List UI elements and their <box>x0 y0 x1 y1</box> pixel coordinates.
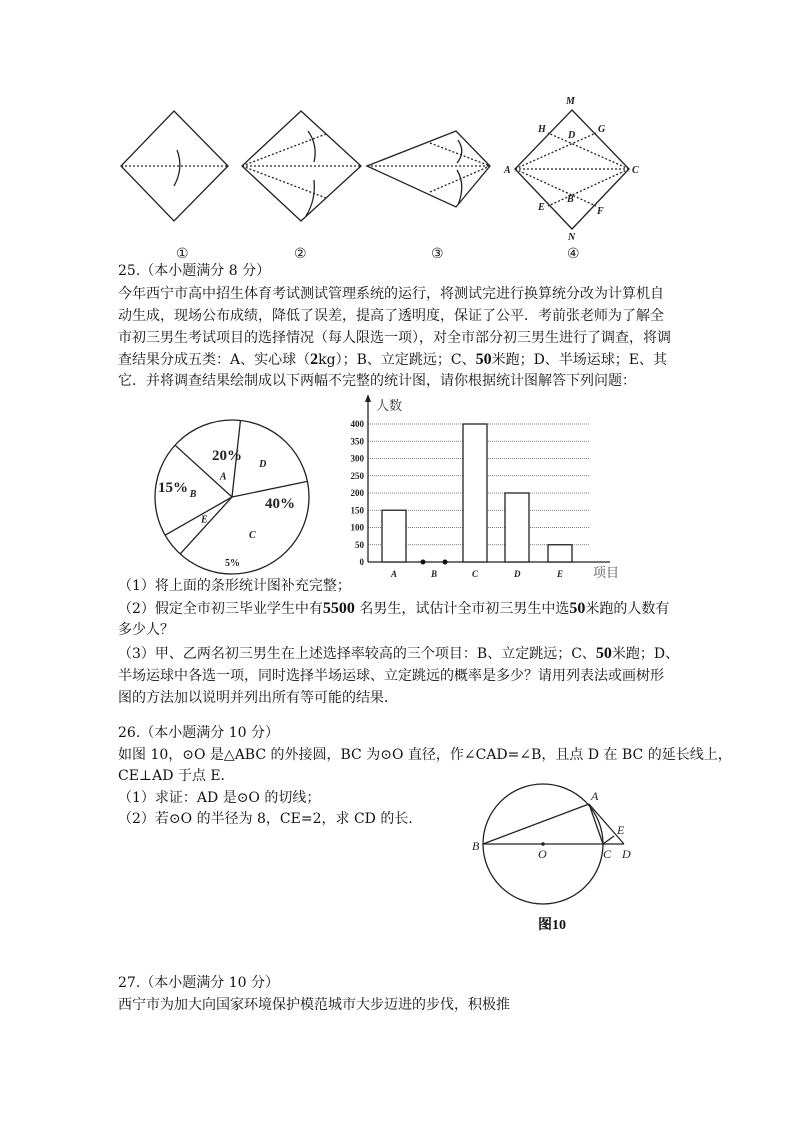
text: 米跑的人数有 <box>585 601 670 617</box>
pie-slice-percent-A: 15% <box>158 480 188 496</box>
text: 查结果分成五类：A、实心球（ <box>118 352 311 368</box>
q25-part1: （1）将上面的条形统计图补充完整； <box>118 578 351 594</box>
text: （2）假定全市初三毕业学生中有 <box>118 601 323 617</box>
pie-slice-name-E: E <box>200 514 208 526</box>
point-d: D <box>568 130 576 141</box>
text: 米跑；D、半场运球；E、其 <box>491 352 668 368</box>
point-e: E <box>538 202 545 213</box>
y-tick-label: 0 <box>359 557 364 567</box>
text: （3）甲、乙两名初三男生在上述选择率较高的三个项目：B、立定跳远；C、 <box>118 646 596 662</box>
q25-line: 今年西宁市高中招生体育考试测试管理系统的运行，将测试完进行换算统分改为计算机自 <box>118 286 664 302</box>
q27-header: 27.（本小题满分 10 分） <box>118 975 279 991</box>
pie-slice-percent-E: 5% <box>225 558 240 569</box>
point-h: H <box>538 124 546 135</box>
pie-slice-name-A: A <box>219 471 227 483</box>
y-tick-label: 300 <box>350 453 364 464</box>
x-tick-label-D: D <box>514 569 521 579</box>
pie-slice-percent-D: 20% <box>212 448 242 464</box>
fig-label-1: ① <box>176 247 189 262</box>
pie-slice-name-D: D <box>259 458 267 470</box>
text: kg）；B、立定跳远；C、 <box>318 352 476 368</box>
figure-caption: 图10 <box>538 918 566 933</box>
point-c: C <box>632 165 639 176</box>
fig-label-3: ③ <box>431 247 444 262</box>
q25-line: 市初三男生考试项目的选择情况（每人限选一项），对全市部分初三男生进行了调查，将调 <box>118 330 671 346</box>
q25-part2-cont: 多少人？ <box>118 622 174 638</box>
y-axis-title: 人数 <box>376 398 403 413</box>
text: 米跑；D、 <box>611 646 680 662</box>
x-tick-label-A: A <box>391 569 398 579</box>
point-g: G <box>598 124 606 135</box>
fig-label-4: ④ <box>567 247 580 262</box>
x-axis-title: 项目 <box>593 565 620 580</box>
pie-slice-name-C: C <box>248 529 256 541</box>
point-a: A <box>504 165 511 176</box>
x-tick-label-B: B <box>431 569 438 579</box>
bold-number: 5500 <box>322 600 355 617</box>
q26-line: 如图 10，⊙O 是△ABC 的外接圆，BC 为⊙O 直径，作∠CAD=∠B，且点 D 在 BC 的延长线上， <box>118 747 732 763</box>
point-e: E <box>617 823 625 837</box>
q27-line: 西宁市为加大向国家环境保护模范城市大步迈进的步伐，积极推 <box>118 997 510 1013</box>
point-b: B <box>567 194 574 205</box>
point-m: M <box>566 96 575 107</box>
q25-part3-cont: 图的方法加以说明并列出所有等可能的结果． <box>118 690 398 706</box>
q25-line: 它．并将调查结果绘制成以下两幅不完整的统计图，请你根据统计图解答下列问题： <box>118 373 636 389</box>
x-tick-label-E: E <box>557 569 564 579</box>
point-d: D <box>622 847 631 861</box>
fig-label-2: ② <box>294 247 307 262</box>
bold-number: 50 <box>595 645 612 662</box>
q25-line: 动生成，现场公布成绩，降低了误差，提高了透明度，保证了公平．考前张老师为了解全 <box>118 308 664 324</box>
q26-part1: （1）求证：AD 是⊙O 的切线； <box>118 790 321 806</box>
point-b: B <box>472 839 480 853</box>
point-c: C <box>603 847 612 861</box>
pie-slice-percent-C: 40% <box>265 496 295 512</box>
bold-number: 2 <box>310 351 319 368</box>
y-tick-label: 150 <box>350 505 364 516</box>
q26-part2: （2）若⊙O 的半径为 8，CE=2，求 CD 的长． <box>118 811 423 827</box>
q25-part3-cont: 半场运球中各选一项，同时选择半场运球、立定跳远的概率是多少？请用列表法或画树形 <box>118 668 664 684</box>
point-f: F <box>597 206 604 217</box>
x-tick-label-C: C <box>472 569 479 579</box>
point-n: N <box>568 232 576 243</box>
text: 名男生，试估计全市初三男生中选 <box>354 601 570 617</box>
y-tick-label: 100 <box>350 522 364 533</box>
bold-number: 50 <box>475 351 492 368</box>
y-tick-label: 400 <box>350 419 364 429</box>
point-a: A <box>591 789 599 803</box>
y-tick-label: 350 <box>350 436 364 447</box>
q26-header: 26.（本小题满分 10 分） <box>118 725 279 741</box>
pie-slice-name-B: B <box>189 488 197 500</box>
y-tick-label: 50 <box>355 539 364 550</box>
q26-line: CE⊥AD 于点 E． <box>118 768 235 784</box>
point-o: O <box>538 847 547 861</box>
y-tick-label: 200 <box>350 488 364 498</box>
q25-header: 25.（本小题满分 8 分） <box>118 263 271 279</box>
y-tick-label: 250 <box>350 470 364 481</box>
bold-number: 50 <box>569 600 586 617</box>
